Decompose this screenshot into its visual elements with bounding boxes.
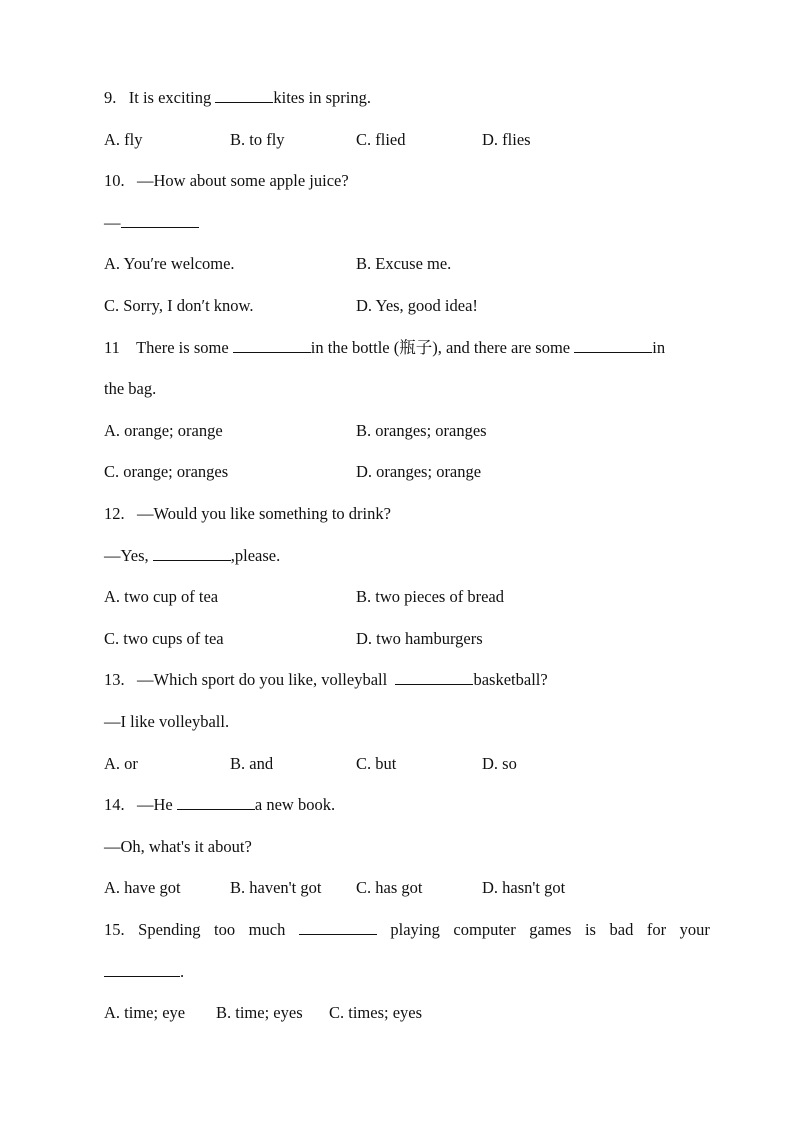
option-14a[interactable]: A. have got [104, 878, 181, 897]
answer-blank[interactable] [395, 670, 473, 685]
stem-word: much [248, 920, 286, 939]
question-11-stem-line2: the bag. [104, 379, 157, 398]
stem-word: is [584, 920, 596, 939]
question-11-text-pre: 11 There is some [104, 338, 233, 357]
question-14-stem [104, 795, 335, 815]
answer-blank[interactable] [177, 795, 255, 810]
option-14d[interactable]: D. hasn't got [482, 878, 566, 897]
reply-dash: — [104, 213, 121, 232]
question-14-reply: —Oh, what's it about? [104, 837, 252, 856]
answer-blank[interactable] [121, 213, 199, 228]
question-13-stem [104, 670, 548, 690]
answer-blank[interactable] [299, 920, 377, 935]
question-9-text-post: kites in spring. [273, 88, 371, 107]
option-14c[interactable]: C. has got [356, 878, 423, 897]
question-15-stem-line2 [104, 962, 184, 982]
question-15-stem [104, 920, 710, 940]
question-11-text-mid: in the bottle (瓶子), and there are some [310, 338, 575, 357]
option-10d[interactable]: D. Yes, good idea! [356, 296, 478, 315]
question-12-reply-post: ,please. [230, 546, 281, 565]
question-15-period: . [180, 962, 185, 981]
stem-word: computer [453, 920, 516, 939]
question-14-text-post: a new book. [254, 795, 336, 814]
question-10-reply [104, 213, 199, 233]
option-15b[interactable]: B. time; eyes [216, 1003, 303, 1022]
option-11d[interactable]: D. oranges; orange [356, 462, 482, 481]
option-12c[interactable]: C. two cups of tea [104, 629, 224, 648]
option-12a[interactable]: A. two cup of tea [104, 587, 219, 606]
answer-blank[interactable] [104, 962, 180, 977]
stem-word: playing [390, 920, 440, 939]
question-12-reply-pre: —Yes, [104, 546, 153, 565]
question-14-text-pre: 14. —He [104, 795, 177, 814]
stem-word: for [646, 920, 667, 939]
option-15c[interactable]: C. times; eyes [329, 1003, 423, 1022]
option-13a[interactable]: A. or [104, 754, 138, 773]
answer-blank[interactable] [574, 338, 652, 353]
option-13b[interactable]: B. and [230, 754, 274, 773]
question-9-text-pre: 9. It is exciting [104, 88, 216, 107]
question-11-text-post: in [652, 338, 666, 357]
stem-word: your [679, 920, 710, 939]
option-12d[interactable]: D. two hamburgers [356, 629, 483, 648]
option-9d[interactable]: D. flies [482, 130, 531, 149]
option-10a[interactable]: A. Youʹre welcome. [104, 254, 235, 273]
question-13-text-pre: 13. —Which sport do you like, volleyball [104, 670, 396, 689]
stem-word: Spending [138, 920, 201, 939]
question-12-reply [104, 546, 280, 566]
option-11b[interactable]: B. oranges; oranges [356, 421, 487, 440]
stem-word: too [214, 920, 236, 939]
option-11a[interactable]: A. orange; orange [104, 421, 223, 440]
answer-blank[interactable] [153, 546, 231, 561]
option-10b[interactable]: B. Excuse me. [356, 254, 452, 273]
option-11c[interactable]: C. orange; oranges [104, 462, 229, 481]
option-9a[interactable]: A. fly [104, 130, 143, 149]
option-13c[interactable]: C. but [356, 754, 397, 773]
question-11-stem [104, 338, 665, 358]
option-15a[interactable]: A. time; eye [104, 1003, 186, 1022]
option-9c[interactable]: C. flied [356, 130, 406, 149]
question-13-reply: —I like volleyball. [104, 712, 230, 731]
stem-word: bad [609, 920, 634, 939]
option-10c[interactable]: C. Sorry, I donʹt know. [104, 296, 254, 315]
answer-blank[interactable] [215, 88, 273, 103]
question-15-number: 15. [104, 920, 125, 939]
option-13d[interactable]: D. so [482, 754, 517, 773]
question-12-stem: 12. —Would you like something to drink? [104, 504, 391, 523]
stem-word: games [529, 920, 572, 939]
option-14b[interactable]: B. haven't got [230, 878, 322, 897]
question-10-stem: 10. —How about some apple juice? [104, 171, 349, 190]
option-12b[interactable]: B. two pieces of bread [356, 587, 504, 606]
question-13-text-post: basketball? [473, 670, 548, 689]
answer-blank[interactable] [233, 338, 311, 353]
option-9b[interactable]: B. to fly [230, 130, 285, 149]
question-9-stem [104, 88, 371, 108]
